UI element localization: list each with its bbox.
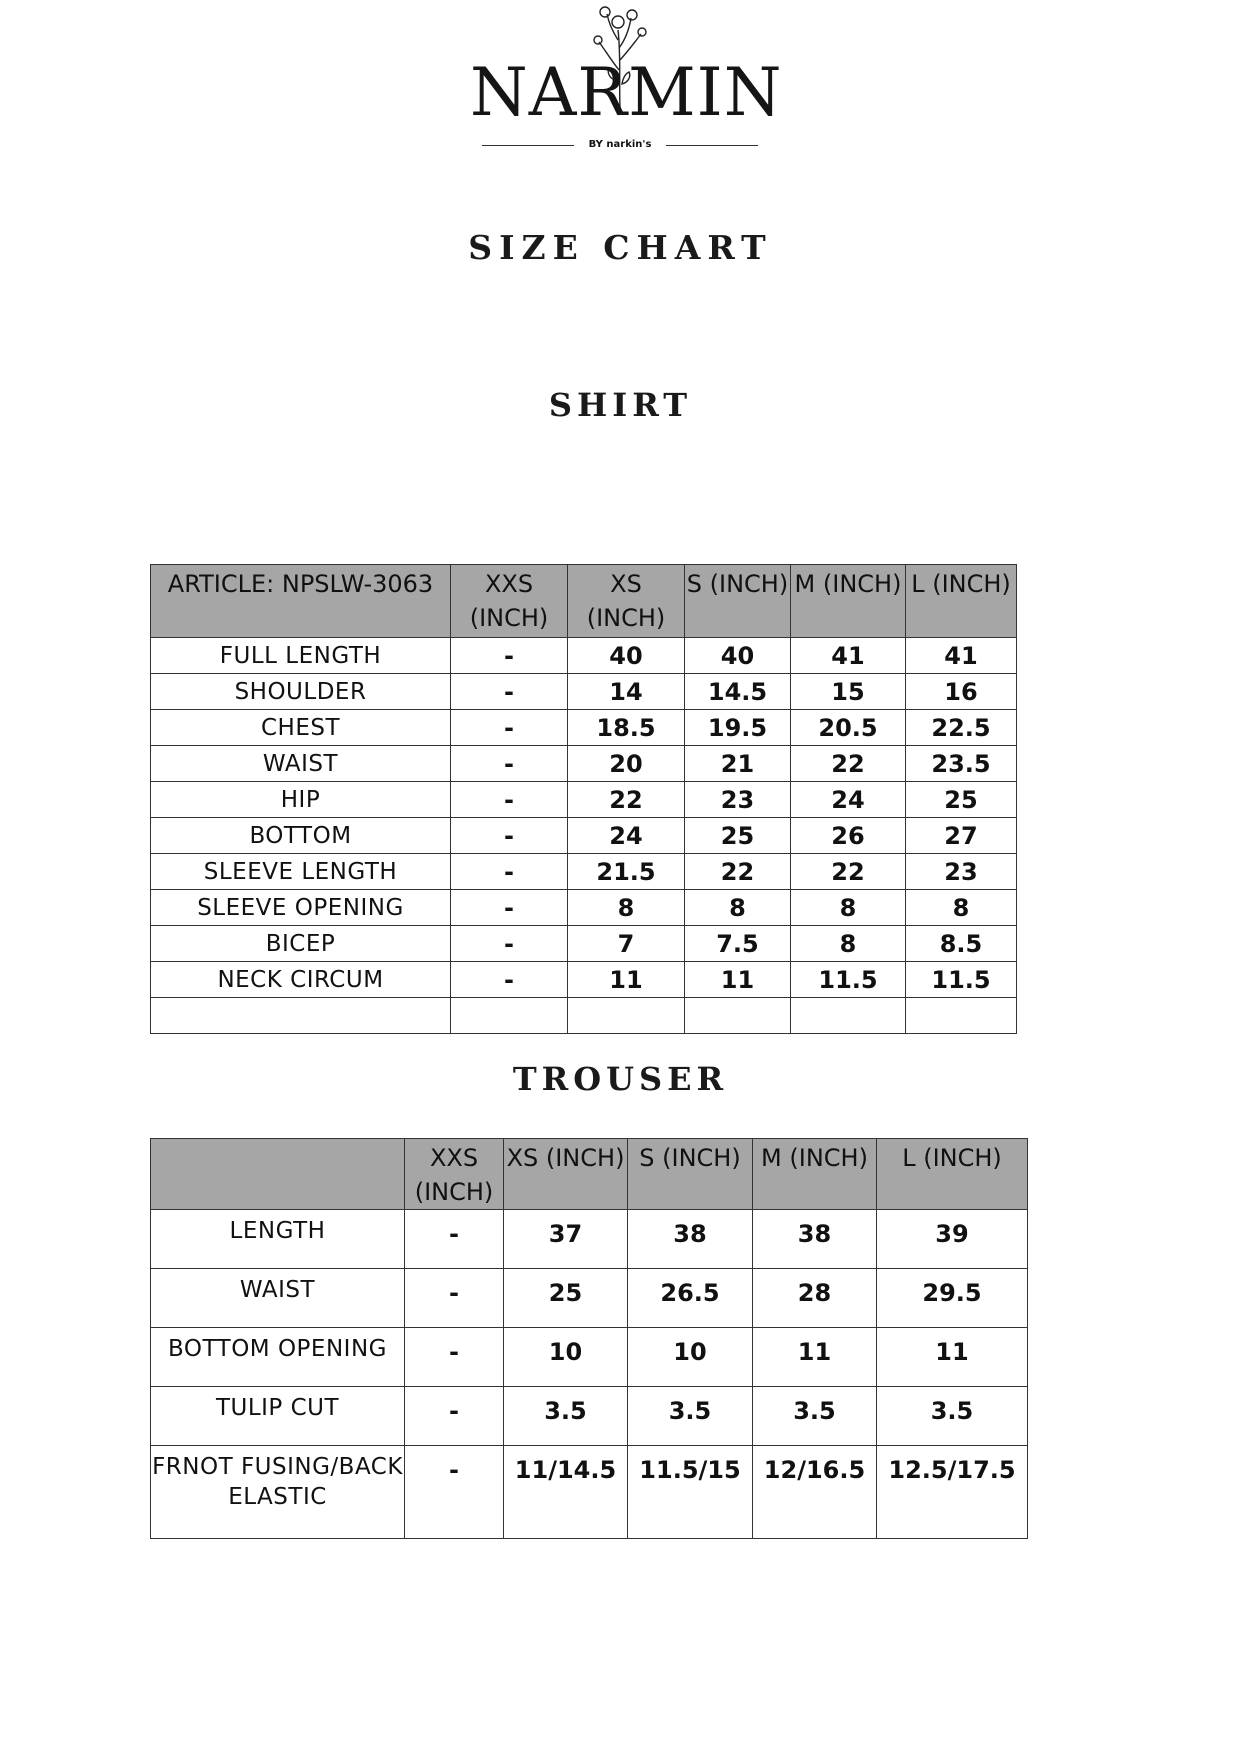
table-header-row xyxy=(151,1139,1028,1210)
size-value-cell: 28 xyxy=(753,1269,877,1328)
size-value-cell xyxy=(451,998,568,1034)
column-header: XXS (INCH) xyxy=(405,1139,504,1210)
row-label: FRNOT FUSING/BACK ELASTIC xyxy=(151,1446,405,1539)
table-row xyxy=(151,710,1017,746)
size-value-cell: 11 xyxy=(877,1328,1028,1387)
size-value-cell: 8 xyxy=(791,926,906,962)
brand-logo xyxy=(470,0,783,160)
size-value-cell: 12.5/17.5 xyxy=(877,1446,1028,1539)
table-row xyxy=(151,998,1017,1034)
size-value-cell: 41 xyxy=(906,638,1017,674)
size-value-cell: 19.5 xyxy=(685,710,791,746)
size-value-cell: 26.5 xyxy=(628,1269,753,1328)
column-header: XS (INCH) xyxy=(568,565,685,638)
shirt-size-table xyxy=(150,564,1017,1034)
row-label: BOTTOM xyxy=(151,818,451,854)
size-value-cell: 23.5 xyxy=(906,746,1017,782)
size-value-cell: - xyxy=(451,746,568,782)
table-row xyxy=(151,1269,1028,1328)
trouser-heading: TROUSER xyxy=(512,1060,729,1098)
table-row xyxy=(151,638,1017,674)
size-value-cell: 22 xyxy=(685,854,791,890)
brand-byline xyxy=(482,138,758,152)
size-value-cell: 3.5 xyxy=(628,1387,753,1446)
byline-rule-right xyxy=(666,145,758,146)
size-value-cell: 22 xyxy=(568,782,685,818)
size-value-cell xyxy=(791,998,906,1034)
page-title: SIZE CHART xyxy=(468,228,773,267)
column-header xyxy=(151,1139,405,1210)
size-value-cell: 3.5 xyxy=(877,1387,1028,1446)
size-value-cell: 3.5 xyxy=(753,1387,877,1446)
size-value-cell: - xyxy=(451,890,568,926)
size-value-cell: 7.5 xyxy=(685,926,791,962)
size-value-cell: 26 xyxy=(791,818,906,854)
size-value-cell xyxy=(906,998,1017,1034)
column-header: S (INCH) xyxy=(628,1139,753,1210)
table-row xyxy=(151,1328,1028,1387)
size-value-cell: 25 xyxy=(685,818,791,854)
size-value-cell xyxy=(568,998,685,1034)
size-value-cell: 24 xyxy=(791,782,906,818)
table-row xyxy=(151,1446,1028,1539)
size-value-cell: 3.5 xyxy=(504,1387,628,1446)
size-value-cell: 8 xyxy=(906,890,1017,926)
row-label: SLEEVE OPENING xyxy=(151,890,451,926)
brand-name: NARMIN xyxy=(470,54,783,131)
table-row xyxy=(151,818,1017,854)
size-value-cell: 14.5 xyxy=(685,674,791,710)
size-value-cell: 22 xyxy=(791,746,906,782)
row-label: WAIST xyxy=(151,746,451,782)
size-value-cell: 21.5 xyxy=(568,854,685,890)
size-value-cell: 14 xyxy=(568,674,685,710)
size-value-cell: - xyxy=(451,818,568,854)
table-row xyxy=(151,890,1017,926)
size-value-cell: 29.5 xyxy=(877,1269,1028,1328)
size-value-cell xyxy=(685,998,791,1034)
byline-rule-left xyxy=(482,145,574,146)
shirt-heading: SHIRT xyxy=(548,386,693,424)
size-value-cell: - xyxy=(451,854,568,890)
size-value-cell: 11.5 xyxy=(906,962,1017,998)
size-value-cell: 11.5 xyxy=(791,962,906,998)
size-value-cell: 8.5 xyxy=(906,926,1017,962)
size-value-cell: 38 xyxy=(753,1210,877,1269)
row-label: NECK CIRCUM xyxy=(151,962,451,998)
size-value-cell: 16 xyxy=(906,674,1017,710)
size-value-cell: 40 xyxy=(685,638,791,674)
size-value-cell: 8 xyxy=(685,890,791,926)
size-value-cell: - xyxy=(451,782,568,818)
size-value-cell: 38 xyxy=(628,1210,753,1269)
size-value-cell: 10 xyxy=(504,1328,628,1387)
size-value-cell: - xyxy=(405,1328,504,1387)
table-row xyxy=(151,746,1017,782)
row-label xyxy=(151,998,451,1034)
column-header: L (INCH) xyxy=(877,1139,1028,1210)
row-label: FULL LENGTH xyxy=(151,638,451,674)
size-value-cell: 7 xyxy=(568,926,685,962)
size-value-cell: - xyxy=(451,638,568,674)
column-header: XXS (INCH) xyxy=(451,565,568,638)
size-value-cell: 18.5 xyxy=(568,710,685,746)
column-header: M (INCH) xyxy=(753,1139,877,1210)
size-value-cell: - xyxy=(451,962,568,998)
table-row xyxy=(151,1387,1028,1446)
size-value-cell: 37 xyxy=(504,1210,628,1269)
size-value-cell: 21 xyxy=(685,746,791,782)
size-value-cell: 27 xyxy=(906,818,1017,854)
size-value-cell: - xyxy=(451,710,568,746)
size-value-cell: 22 xyxy=(791,854,906,890)
column-header: ARTICLE: NPSLW-3063 xyxy=(151,565,451,638)
size-value-cell: - xyxy=(405,1446,504,1539)
table-row xyxy=(151,1210,1028,1269)
size-value-cell: 23 xyxy=(685,782,791,818)
size-value-cell: - xyxy=(405,1387,504,1446)
row-label: BICEP xyxy=(151,926,451,962)
row-label: TULIP CUT xyxy=(151,1387,405,1446)
size-value-cell: 24 xyxy=(568,818,685,854)
table-row xyxy=(151,782,1017,818)
table-row xyxy=(151,926,1017,962)
size-value-cell: - xyxy=(451,926,568,962)
size-value-cell: 25 xyxy=(504,1269,628,1328)
size-value-cell: - xyxy=(451,674,568,710)
row-label: HIP xyxy=(151,782,451,818)
row-label: SHOULDER xyxy=(151,674,451,710)
size-value-cell: 11/14.5 xyxy=(504,1446,628,1539)
size-value-cell: 8 xyxy=(568,890,685,926)
size-value-cell: 41 xyxy=(791,638,906,674)
size-value-cell: 25 xyxy=(906,782,1017,818)
size-value-cell: 11 xyxy=(753,1328,877,1387)
size-value-cell: 15 xyxy=(791,674,906,710)
size-value-cell: 22.5 xyxy=(906,710,1017,746)
row-label: WAIST xyxy=(151,1269,405,1328)
trouser-size-table xyxy=(150,1138,1028,1539)
column-header: L (INCH) xyxy=(906,565,1017,638)
table-row xyxy=(151,962,1017,998)
table-row xyxy=(151,854,1017,890)
size-value-cell: 20 xyxy=(568,746,685,782)
table-row xyxy=(151,674,1017,710)
size-value-cell: 12/16.5 xyxy=(753,1446,877,1539)
column-header: XS (INCH) xyxy=(504,1139,628,1210)
row-label: SLEEVE LENGTH xyxy=(151,854,451,890)
size-value-cell: - xyxy=(405,1210,504,1269)
size-value-cell: 39 xyxy=(877,1210,1028,1269)
row-label: LENGTH xyxy=(151,1210,405,1269)
size-value-cell: 11.5/15 xyxy=(628,1446,753,1539)
size-value-cell: 10 xyxy=(628,1328,753,1387)
row-label: CHEST xyxy=(151,710,451,746)
table-header-row xyxy=(151,565,1017,638)
size-value-cell: 8 xyxy=(791,890,906,926)
size-value-cell: 20.5 xyxy=(791,710,906,746)
column-header: M (INCH) xyxy=(791,565,906,638)
size-value-cell: - xyxy=(405,1269,504,1328)
size-value-cell: 11 xyxy=(568,962,685,998)
column-header: S (INCH) xyxy=(685,565,791,638)
size-value-cell: 11 xyxy=(685,962,791,998)
size-value-cell: 40 xyxy=(568,638,685,674)
size-value-cell: 23 xyxy=(906,854,1017,890)
byline-text: BY narkin's xyxy=(588,139,652,150)
row-label: BOTTOM OPENING xyxy=(151,1328,405,1387)
